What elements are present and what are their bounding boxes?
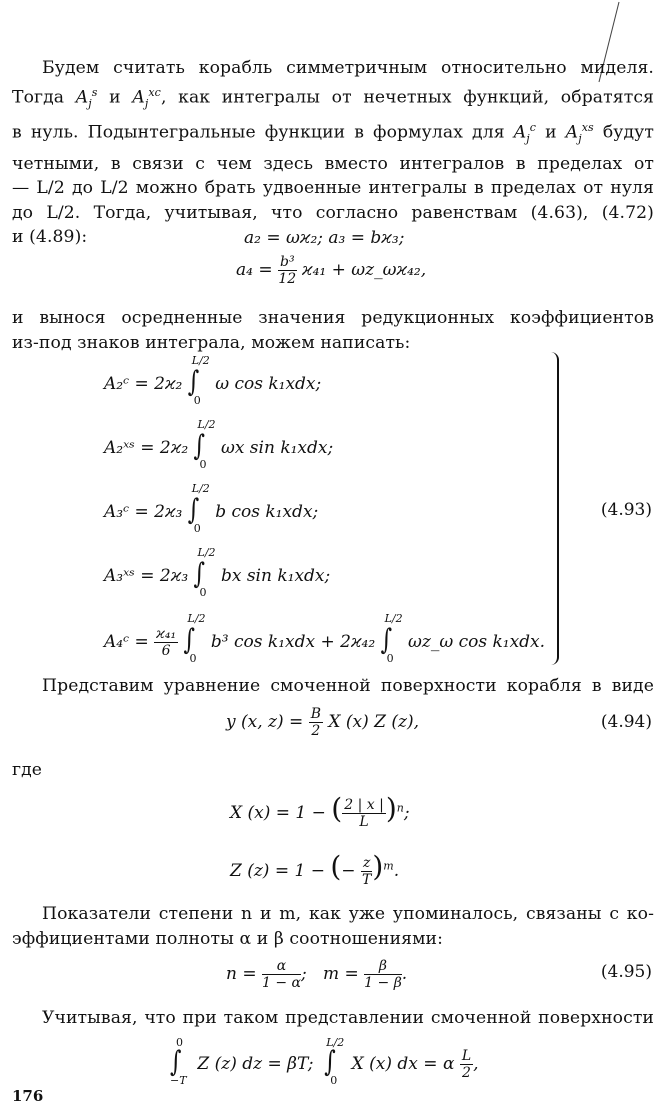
equation-4-94: y (x, z) = $\frac{B}{2}$ X (x) Z (z), (226, 706, 419, 739)
equation-row: A₃ᶜ = 2ϰ₃ L/2 ∫ 0 b cos k₁xdx; (104, 482, 319, 535)
paragraph-considering (12, 1006, 654, 1031)
paragraph-wetted-surface (12, 674, 654, 699)
equation-row: A₃ˣˢ = 2ϰ₃ L/2 ∫ 0 bx sin k₁xdx; (104, 546, 331, 599)
equation-a4: a₄ = $\frac{\text{b³}}{12}$ ϰ₄₁ + ωz_ωϰ₄₂, (236, 254, 427, 287)
text-line: Тогда $A_j^s$ и $A_j^{xc}$, как интегралы от нечетных функций, обратятся (12, 85, 654, 110)
equation-a2-a3: a₂ = ωϰ₂; a₃ = bϰ₃; (244, 228, 405, 248)
text-line: Будем считать корабль симметричным относительно миделя. (42, 58, 654, 78)
text-line: Показатели степени n и m, как уже упоминалось, связаны с ко- (42, 904, 654, 924)
text-line: четными, в связи с чем здесь вместо интегралов в пределах от (12, 153, 654, 174)
text-line: до L/2. Тогда, учитывая, что согласно равенствам (4.63), (4.72) (12, 202, 654, 223)
equation-4-95: n = $\frac{\alpha}{1 - \alpha}$ ; m = $\frac{\beta}{1 - \beta}$ . (226, 958, 408, 991)
paragraph-exponents (12, 902, 654, 951)
equation-number: (4.93) (600, 500, 652, 520)
paragraph-symmetric-ship (12, 56, 654, 250)
text-line: из-под знаков интеграла, можем написать: (12, 332, 411, 353)
text-line: Учитывая, что при таком представлении смоченной поверхности (42, 1008, 654, 1028)
text-line: Представим уравнение смоченной поверхности корабля в виде (42, 676, 654, 696)
paragraph-reduction-coefficients (12, 306, 654, 355)
text-line: в нуль. Подынтегральные функции в формулах для $A_j^c$ и $A_j^{xs}$ будут (12, 121, 654, 146)
text-line: и вынося осредненные значения редукционных коэффициентов (12, 308, 654, 328)
equation-row: A₂ˣˢ = 2ϰ₂ L/2 ∫ 0 ωx sin k₁xdx; (104, 418, 334, 471)
word-gde: где (12, 760, 43, 780)
equation-X: X (x) = 1 − ( $\frac{2 | x |}{L}$ )$^n$; (230, 792, 410, 830)
text-line: эффициентами полноты α и β соотношениями: (12, 928, 443, 949)
equation-row: A₂ᶜ = 2ϰ₂ L/2 ∫ 0 ω cos k₁xdx; (104, 354, 322, 407)
equation-row: A₄ᶜ = $\frac{\text{ϰ₄₁}}{6}$ L/2 ∫ 0 b³ cos k₁xdx + 2ϰ₄₂ L/2 ∫ 0 ωz_ω cos k₁xdx. (104, 612, 546, 665)
text-line: и (4.89): (12, 227, 88, 248)
page-number: 176 (12, 1087, 44, 1105)
text-line: — L/2 до L/2 можно брать удвоенные интегралы в пределах от нуля (12, 178, 654, 199)
equation-number: (4.95) (600, 962, 652, 982)
equation-number: (4.94) (600, 712, 652, 732)
brace-right (551, 352, 559, 665)
equation-Z: Z (z) = 1 − (− $\frac{z}{T}$ )$^m$. (230, 850, 400, 888)
equation-integrals: 0 ∫ −T Z (z) dz = βT; L/2 ∫ 0 X (x) dx = α $\frac{L}{2}$ , (170, 1036, 479, 1087)
